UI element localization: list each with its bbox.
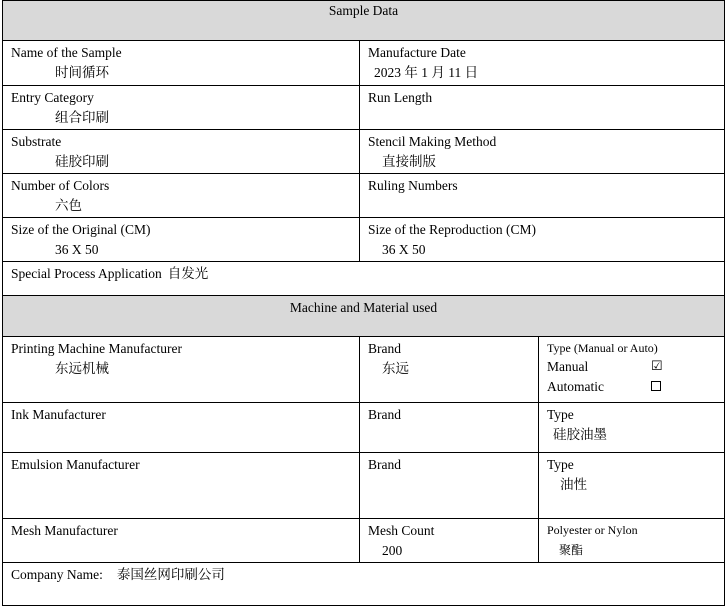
cell-number-of-colors (3, 174, 359, 217)
manual-checkbox[interactable]: ☑ (651, 358, 663, 373)
cell-emulsion-manufacturer (3, 453, 359, 518)
original-size-value: 36 X 50 (55, 242, 99, 257)
cell-special-process (3, 262, 724, 295)
cell-ruling-numbers (359, 174, 724, 217)
special-process-value: 自发光 (167, 266, 209, 281)
manufacture-date-value: 2023 年 1 月 11 日 (374, 65, 479, 80)
emulsion-brand-label: Brand (368, 457, 401, 472)
manufacture-date-label: Manufacture Date (368, 45, 466, 60)
sample-name-label: Name of the Sample (11, 45, 122, 60)
automatic-option (547, 377, 724, 397)
row-mesh (3, 518, 724, 562)
cell-printing-brand (359, 337, 538, 402)
sample-data-header (3, 0, 724, 40)
cell-polyester-nylon (538, 519, 724, 562)
entry-category-value: 组合印刷 (55, 110, 109, 125)
run-length-label: Run Length (368, 90, 433, 105)
cell-run-length (359, 86, 724, 129)
stencil-method-value: 直接制版 (382, 154, 436, 169)
emulsion-type-label: Type (547, 457, 574, 472)
row-company (3, 562, 724, 605)
sample-form (2, 0, 725, 606)
row-substrate-stencil (3, 129, 724, 173)
cell-reproduction-size (359, 218, 724, 261)
mesh-count-label: Mesh Count (368, 523, 435, 538)
cell-printing-manufacturer (3, 337, 359, 402)
reproduction-size-label: Size of the Reproduction (CM) (368, 222, 536, 237)
row-colors-ruling (3, 173, 724, 217)
substrate-label: Substrate (11, 134, 62, 149)
machine-material-title: Machine and Material used (289, 300, 438, 315)
substrate-value: 硅胶印刷 (55, 154, 109, 169)
printing-brand-label: Brand (368, 341, 401, 356)
cell-ink-type (538, 403, 724, 452)
automatic-label: Automatic (547, 379, 604, 394)
reproduction-size-value: 36 X 50 (382, 242, 426, 257)
cell-original-size (3, 218, 359, 261)
cell-manufacture-date (359, 41, 724, 85)
row-special-process (3, 261, 724, 295)
sample-data-title: Sample Data (328, 3, 399, 18)
cell-entry-category (3, 86, 359, 129)
cell-mesh-manufacturer (3, 519, 359, 562)
ink-brand-label: Brand (368, 407, 401, 422)
ruling-numbers-label: Ruling Numbers (368, 178, 458, 193)
mesh-manufacturer-label: Mesh Manufacturer (11, 523, 118, 538)
machine-material-header (3, 295, 724, 336)
ink-type-label: Type (547, 407, 574, 422)
company-name-label: Company Name: (11, 567, 103, 582)
entry-category-label: Entry Category (11, 90, 94, 105)
special-process-label: Special Process Application (11, 266, 162, 281)
cell-type-manual-auto (538, 337, 724, 402)
printing-manufacturer-label: Printing Machine Manufacturer (11, 341, 182, 356)
printing-manufacturer-value: 东远机械 (55, 361, 109, 376)
number-of-colors-label: Number of Colors (11, 178, 110, 193)
manual-option (547, 357, 724, 377)
type-manual-auto-label: Type (Manual or Auto) (547, 341, 658, 355)
cell-ink-brand (359, 403, 538, 452)
manual-label: Manual (547, 359, 589, 374)
row-printing-machine (3, 336, 724, 402)
company-name-value: 泰国丝网印刷公司 (116, 567, 225, 582)
polyester-nylon-label: Polyester or Nylon (547, 523, 638, 537)
mesh-count-value: 200 (382, 543, 403, 558)
polyester-nylon-value: 聚酯 (559, 543, 584, 557)
row-ink (3, 402, 724, 452)
cell-ink-manufacturer (3, 403, 359, 452)
cell-emulsion-brand (359, 453, 538, 518)
row-emulsion (3, 452, 724, 518)
ink-manufacturer-label: Ink Manufacturer (11, 407, 106, 422)
row-entry-run (3, 85, 724, 129)
row-sizes (3, 217, 724, 261)
stencil-method-label: Stencil Making Method (368, 134, 497, 149)
row-name-date (3, 40, 724, 85)
original-size-label: Size of the Original (CM) (11, 222, 151, 237)
sample-name-value: 时间循环 (55, 65, 109, 80)
emulsion-manufacturer-label: Emulsion Manufacturer (11, 457, 140, 472)
cell-company-name (3, 563, 724, 605)
number-of-colors-value: 六色 (55, 198, 82, 213)
cell-substrate (3, 130, 359, 173)
cell-emulsion-type (538, 453, 724, 518)
emulsion-type-value: 油性 (560, 477, 587, 492)
ink-type-value: 硅胶油墨 (553, 427, 607, 442)
cell-sample-name (3, 41, 359, 85)
automatic-checkbox[interactable] (651, 381, 661, 391)
cell-stencil-method (359, 130, 724, 173)
cell-mesh-count (359, 519, 538, 562)
printing-brand-value: 东远 (382, 361, 409, 376)
